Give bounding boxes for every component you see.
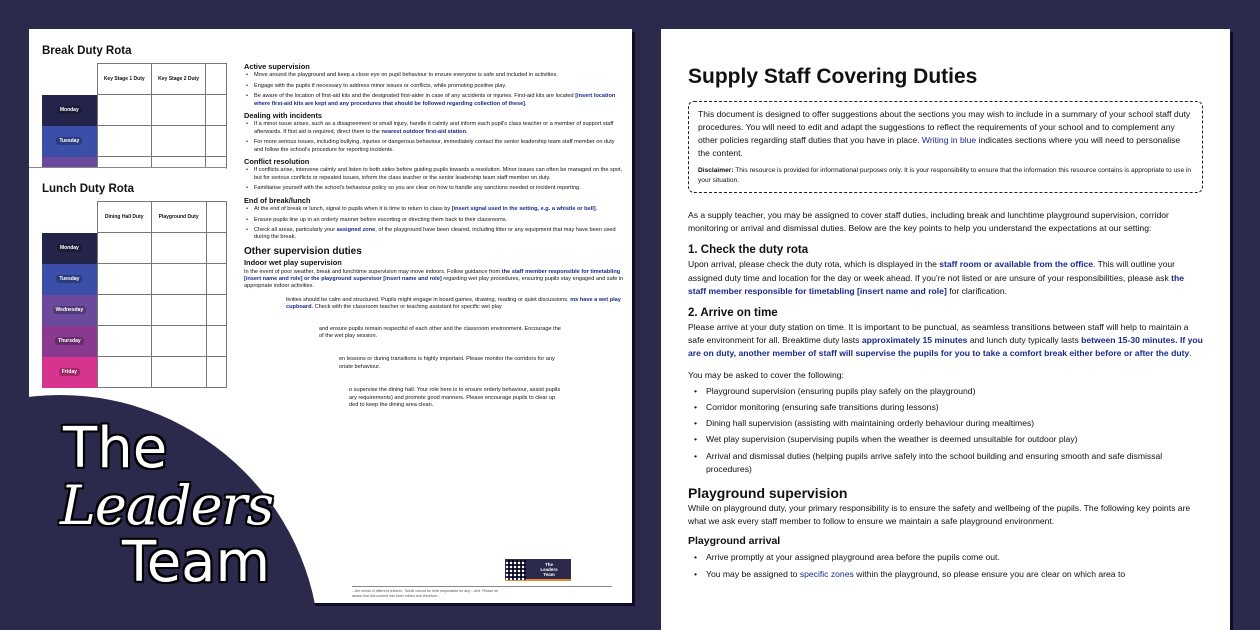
- bullet-list: [244, 206, 624, 242]
- list-item: • If conflicts arise, intervene calmly and listen to both sides before guiding pupils towards a resolution. Minor issues can often be managed on the spot, but for serious conflicts or repeated issues, inform the class teacher or the senior leadership team staff member on duty.: [244, 167, 624, 182]
- section-heading: 2. Arrive on time: [688, 307, 778, 320]
- lunch-rota-table: [42, 201, 227, 388]
- paragraph: and ensure pupils remain respectful of each other and the classroom environment. Encourage the of the wet play session.: [319, 325, 561, 339]
- paragraph: o supervise the dining hall. Your role here is to ensure orderly behaviour, assist pupils ary requirements) and promote good manners. Please encourage pupils to clear up ded to keep the dining area clean.: [349, 387, 561, 408]
- bullet-list: [244, 72, 624, 108]
- rota-cell[interactable]: [97, 233, 151, 264]
- section-heading: End of break/lunch: [244, 195, 311, 205]
- list-item: • Dining hall supervision (assisting with maintaining orderly behaviour during mealtimes): [688, 417, 1203, 430]
- personalise-text: the staff member responsible for timetabling [insert name and role]: [688, 272, 1185, 296]
- rota-cell[interactable]: [97, 95, 151, 126]
- rota-cell[interactable]: [151, 126, 205, 157]
- section-heading: Conflict resolution: [244, 157, 310, 167]
- page-title: Supply Staff Covering Duties: [688, 65, 978, 88]
- section-heading: Playground supervision: [688, 485, 848, 502]
- personalise-text: nearest outdoor first-aid station: [381, 128, 467, 135]
- paragraph: en lessons or during transitions is highly important. Please monitor the corridors for any oriate behaviour.: [339, 356, 555, 370]
- list-item: • Ensure pupils line up in an orderly manner before escorting or directing them back to their classrooms.: [244, 217, 624, 224]
- list-item: • At the end of break or lunch, signal to pupils when it is time to return to class by [insert signal used in the setting, e.g. a whistle or bell].: [244, 206, 624, 213]
- section-heading: Other supervision duties: [244, 245, 362, 257]
- back-page-text: [244, 59, 624, 413]
- rota-cell[interactable]: [97, 264, 151, 295]
- rota-column-header: Dining Hall Duty: [97, 202, 151, 233]
- rota-cell[interactable]: [151, 95, 205, 126]
- rota-day-cell: Monday: [42, 95, 97, 126]
- section-heading: Dealing with incidents: [244, 111, 323, 121]
- paragraph: Please arrive at your duty station on time. It is important to be punctual, as seamless transitions between staff will help to maintain a safe environment for all. Breaktime duty lasts approximately 15 minutes and lunch duty typically lasts between 15-30 minutes. If you are on duty, another member of staff will supervise the pupils for you to take a comfort break either before or after the duty.: [688, 322, 1203, 359]
- list-item: • Arrive promptly at your assigned playground area before the pupils come out.: [688, 551, 1203, 564]
- rota-cell[interactable]: [151, 233, 206, 264]
- paragraph: You may be asked to cover the following:: [688, 369, 844, 380]
- list-item: • Arrival and dismissal duties (helping pupils arrive safely into the school building and ensuring smooth and safe dismissal procedures): [688, 450, 1203, 476]
- rota-day-cell: Monday: [42, 233, 97, 264]
- break-rota-table: [42, 63, 227, 168]
- list-item: • Wet play supervision (supervising pupils when the weather is deemed unsuitable for outdoor play): [688, 433, 1203, 446]
- rota-day-cell: Friday: [42, 357, 97, 388]
- list-item: • Corridor monitoring (ensuring safe transitions during lessons): [688, 401, 1203, 414]
- paragraph: While on playground duty, your primary responsibility is to ensure the safety and wellbeing of the pupils. The following key points are what we ask every staff member to follow to ensure we maintain a safe playground environment.: [688, 503, 1191, 527]
- rota-cell[interactable]: [151, 295, 206, 326]
- personalise-text: staff room or available from the office: [939, 259, 1094, 270]
- personalise-text: [insert location where first-aid kits are kept and any procedures that should be followed regarding collection of these]: [254, 93, 616, 107]
- rota-cell[interactable]: [151, 264, 206, 295]
- subsection-heading: Playground arrival: [688, 535, 781, 548]
- notice-text: This document is designed to offer suggestions about the sections you may wish to include in a summary of your school staff duty procedures. You will need to edit and adapt the suggestions to reflect the requirements of your school and to complement any other policies regarding staff duties that you have in place. Writing in blue indicates sections where you will need to personalise the content.: [698, 109, 1191, 158]
- list-item: • Be aware of the location of first-aid kits and the designated first-aider in case of any accidents or injuries. First-aid kits are located [insert location where first-aid kits are kept and any procedures that should be followed regarding collection of these].: [244, 93, 624, 108]
- subsection-heading: Indoor wet play supervision: [244, 258, 342, 268]
- list-item: • For more serious issues, including bullying, injuries or dangerous behaviour, immediately contact the senior leadership team staff member on duty and follow the school's procedure for reporting incidents.: [244, 139, 624, 154]
- list-item: • Engage with the pupils if necessary to address minor issues or conflicts, while promoting positive play.: [244, 83, 624, 90]
- paragraph: Upon arrival, please check the duty rota, which is displayed in the staff room or available from the office. This will outline your assigned duty time and location for the day or week ahead. If you're not listed or are unsure of your responsibilities, please ask the staff member responsible for timetabling [insert name and role] for clarification.: [688, 259, 1185, 296]
- personalise-text: the staff member responsible for timetabling [insert name and role] or the playground supervisor [insert name and role]: [244, 268, 621, 282]
- notice-box: [688, 101, 1203, 193]
- footer-divider: [352, 586, 612, 587]
- disclaimer: Disclaimer: This resource is provided for informational purposes only. It is your responsibility to ensure that the information this resource contains is appropriate to use in your situation.: [698, 167, 1192, 184]
- rota-day-cell: Tuesday: [42, 126, 97, 157]
- document-body: [688, 209, 1203, 581]
- paragraph: tivities should be calm and structured. Pupils might engage in board games, drawing, reading or quiet discussions. ms have a wet play cupboard. Check with the classroom teacher or teaching assistant for specific wet play: [286, 296, 621, 311]
- break-rota-title: Break Duty Rota: [42, 45, 132, 57]
- bullet-list: [244, 167, 624, 192]
- rota-cell[interactable]: [97, 126, 151, 157]
- personalise-text: specific zones: [799, 568, 854, 579]
- duty-list: [688, 385, 1203, 476]
- rota-day-cell: Tuesday: [42, 264, 97, 295]
- rota-cell[interactable]: [151, 357, 206, 388]
- section-heading: Active supervision: [244, 62, 310, 71]
- front-document-page: [661, 29, 1230, 630]
- rota-day-cell: Wednesday: [42, 295, 97, 326]
- footer-logo: The Leaders Team: [505, 559, 571, 581]
- list-item: • You may be assigned to specific zones within the playground, so please ensure you are clear on which area to: [688, 568, 1203, 581]
- rota-day-cell: Thursday: [42, 326, 97, 357]
- footer-disclaimer: ...the needs of different children. Twinkl cannot be held responsible for any ...ded. Please be aware that this content has been edited and therefore...: [352, 589, 499, 598]
- list-item: • Playground supervision (ensuring pupils play safely on the playground): [688, 385, 1203, 398]
- personalise-text: [insert signal used in the setting, e.g. a whistle or bell]: [451, 206, 596, 213]
- qr-code-icon: [506, 560, 526, 580]
- personalise-text: approximately 15 minutes: [861, 335, 968, 346]
- personalise-text: assigned zone: [336, 226, 376, 233]
- personalise-text: between 15-30 minutes. If you are on duty, another member of staff will supervise the pupils for you to take a comfort break either before or after the duty: [688, 335, 1203, 359]
- list-item: • Check all areas, particularly your assigned zone, of the playground have been cleared, including litter or any equipment that may have been used during the break.: [244, 227, 624, 242]
- bullet-list: [688, 551, 1203, 580]
- section-heading: 1. Check the duty rota: [688, 244, 809, 257]
- rota-cell[interactable]: [97, 357, 151, 388]
- bullet-list: [244, 121, 624, 154]
- list-item: • If a minor issue arises, such as a disagreement or small injury, handle it calmly and inform each pupil's class teacher or a member of support staff afterwards. If first aid is required, direct them to the nearest outdoor first-aid station.: [244, 121, 624, 136]
- rota-column-header: Key Stage 1 Duty: [97, 64, 151, 95]
- personalise-text: Writing in blue: [921, 135, 977, 145]
- break-duty-rota: [29, 29, 227, 168]
- list-item: • Familiarise yourself with the school's behaviour policy so you are clear on how to handle any sanctions needed or incident reporting.: [244, 185, 624, 192]
- intro-paragraph: As a supply teacher, you may be assigned to cover staff duties, including break and lunchtime playground supervision, corridor monitoring or arrival and dismissal duties. Below are the key points to help you understand the expectations at our setting:: [688, 210, 1169, 234]
- rota-column-header: Key Stage 2 Duty: [151, 64, 205, 95]
- lunch-rota-title: Lunch Duty Rota: [42, 183, 134, 195]
- rota-column-header: Playground Duty: [151, 202, 206, 233]
- brand-logo: The Leaders Team: [60, 416, 274, 595]
- rota-cell[interactable]: [97, 326, 151, 357]
- rota-cell[interactable]: [97, 295, 151, 326]
- rota-cell[interactable]: [151, 326, 206, 357]
- paragraph: In the event of poor weather, break and lunchtime supervision may move indoors. Follow guidance from the staff member responsible for timetabling [insert name and role] or the playground supervisor [insert name and role] regarding wet play procedures, ensuring pupils stay engaged and safe in appropriate indoor activities.: [244, 268, 624, 290]
- list-item: • Move around the playground and keep a close eye on pupil behaviour to ensure everyone is safe and included in activities.: [244, 72, 624, 79]
